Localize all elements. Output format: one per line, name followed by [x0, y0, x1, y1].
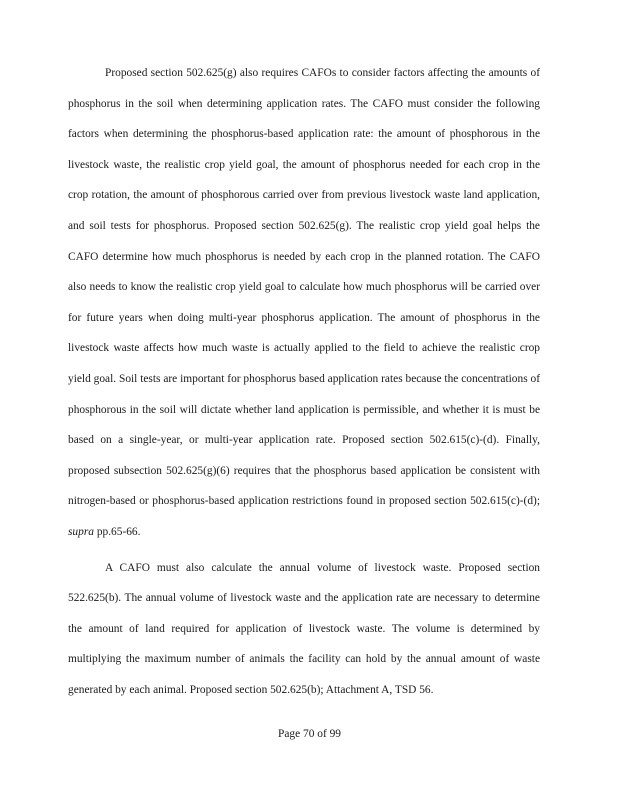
document-body	[68, 58, 540, 705]
paragraph-phosphorus-factors	[68, 58, 540, 548]
paragraph-text-end: pp.65-66.	[96, 525, 141, 538]
paragraph-text: Proposed section 502.625(g) also requires CAFOs to consider factors affecting the amounts of phosphorus in the soil when determining application rates. The CAFO must consider the following factors when determining the phosphorus-based application rate: the amount of phosphorous in the livestock waste, the realistic crop yield goal, the amount of phosphorus needed for each crop in the crop rotation, the amount of phosphorous carried over from previous livestock waste land application, and soil tests for phosphorus. Proposed section 502.625(g). The realistic crop yield goal helps the CAFO determine how much phosphorus is needed by each crop in the planned rotation. The CAFO also needs to know the realistic crop yield goal to calculate how much phosphorus will be carried over for future years when doing multi-year phosphorus application. The amount of phosphorus in the livestock waste affects how much waste is actually applied to the field to achieve the realistic crop yield goal. Soil tests are important for phosphorus based application rates because the concentrations of phosphorous in the soil will dictate whether land application is permissible, and whether it is must be based on a single-year, or multi-year application rate. Proposed section 502.615(c)-(d). Finally, proposed subsection 502.625(g)(6) requires that the phosphorus based application be consistent with nitrogen-based or phosphorus-based application restrictions found in proposed section 502.615(c)-(d);	[68, 67, 540, 508]
supra-citation: supra	[68, 525, 94, 538]
page-number: Page 70 of 99	[278, 728, 341, 740]
paragraph-annual-volume: A CAFO must also calculate the annual volume of livestock waste. Proposed section 522.625(b). The annual volume of livestock waste and the application rate are necessary to determine the amount of land required for application of livestock waste. The volume is determined by multiplying the maximum number of animals the facility can hold by the annual amount of waste generated by each animal. Proposed section 502.625(b); Attachment A, TSD 56.	[68, 561, 540, 696]
